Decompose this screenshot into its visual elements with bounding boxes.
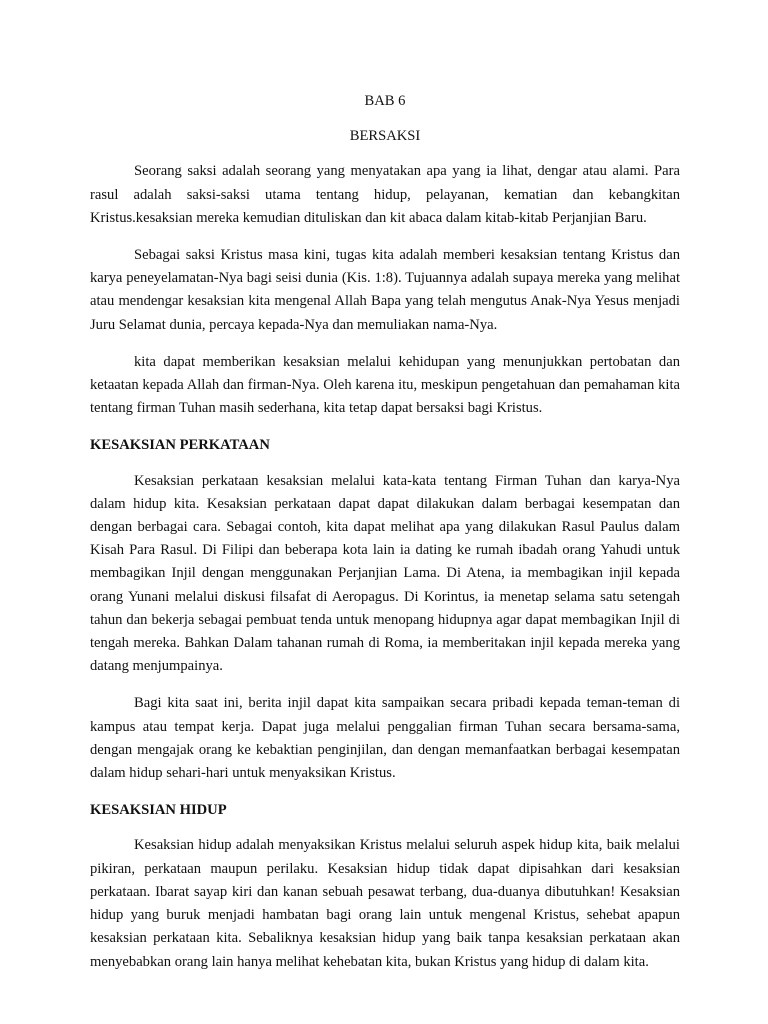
- section-2-paragraph-1: Kesaksian hidup adalah menyaksikan Kristus melalui seluruh aspek hidup kita, baik melalui pikiran, perkataan maupun perilaku. Kesaksian hidup tidak dapat dipisahkan dari kesaksian perkataan. Ibarat sayap kiri dan kanan sebuah pesawat terbang, dua-duanya dibutuhkan! Kesaksian hidup yang buruk menjadi hambatan bagi orang lain untuk mengenal Kristus, sehebat apapun kesaksian perkataan kita. Sebaliknya kesaksian hidup yang baik tanpa kesaksian perkataan akan menyebabkan orang lain hanya melihat kehebatan kita, bukan Kristus yang hidup di dalam kita.: [90, 837, 680, 970]
- intro-paragraph-1: Seorang saksi adalah seorang yang menyatakan apa yang ia lihat, dengar atau alami. Para rasul adalah saksi-saksi utama tentang hidup, pelayanan, kematian dan kebangkitan Kristus.kesaksian mereka kemudian dituliskan dan kit abaca dalam kitab-kitab Perjanjian Baru.: [90, 163, 680, 226]
- intro-paragraph-3: kita dapat memberikan kesaksian melalui kehidupan yang menunjukkan pertobatan dan ketaatan kepada Allah dan firman-Nya. Oleh karena itu, meskipun pengetahuan dan pemahaman kita tentang firman Tuhan masih sederhana, kita tetap dapat bersaksi bagi Kristus.: [90, 353, 680, 417]
- intro-paragraph-2: Sebagai saksi Kristus masa kini, tugas kita adalah memberi kesaksian tentang Kristus dan karya peneyelamatan-Nya bagi seisi dunia (Kis. 1:8). Tujuannya adalah supaya mereka yang melihat atau mendengar kesaksian kita mengenal Allah Bapa yang telah mengutus Anak-Nya Yesus menjadi Juru Selamat dunia, percaya kepada-Nya dan memuliakan nama-Nya.: [90, 247, 680, 333]
- chapter-title: BERSAKSI: [349, 128, 421, 145]
- section-heading-kesaksian-perkataan: KESAKSIAN PERKATAAN: [90, 437, 270, 454]
- chapter-number: BAB 6: [364, 93, 406, 109]
- section-1-paragraph-1: Kesaksian perkataan kesaksian melalui kata-kata tentang Firman Tuhan dan karya-Nya dalam hidup kita. Kesaksian perkataan dapat dapat dilakukan dalam berbagai kesempatan dan dengan berbagai cara. Sebagai contoh, kita dapat melihat apa yang dilakukan Rasul Paulus dalam Kisah Para Rasul. Di Filipi dan beberapa kota lain ia dating ke rumah ibadah orang Yahudi untuk membagikan Injil dengan menggunakan Perjanjian Lama. Di Atena, ia membagikan injil kepada orang Yunani melalui diskusi filsafat di Aeropagus. Di Korintus, ia menetap selama satu setengah tahun dan bekerja sebagai pembuat tenda untuk menopang hidupnya agar dapat membagikan Injil di tengah mereka. Bahkan Dalam tahanan rumah di Roma, ia memberitakan injil kepada mereka yang datang menjumpainya.: [90, 472, 680, 675]
- section-1-paragraph-2: Bagi kita saat ini, berita injil dapat kita sampaikan secara pribadi kepada teman-teman di kampus atau tempat kerja. Dapat juga melalui penggalian firman Tuhan secara bersama-sama, dengan mengajak orang ke kebaktian penginjilan, dan dengan memanfaatkan berbagai kesempatan dalam hidup sehari-hari untuk menyaksikan Kristus.: [90, 695, 680, 782]
- section-heading-kesaksian-hidup: KESAKSIAN HIDUP: [90, 802, 227, 819]
